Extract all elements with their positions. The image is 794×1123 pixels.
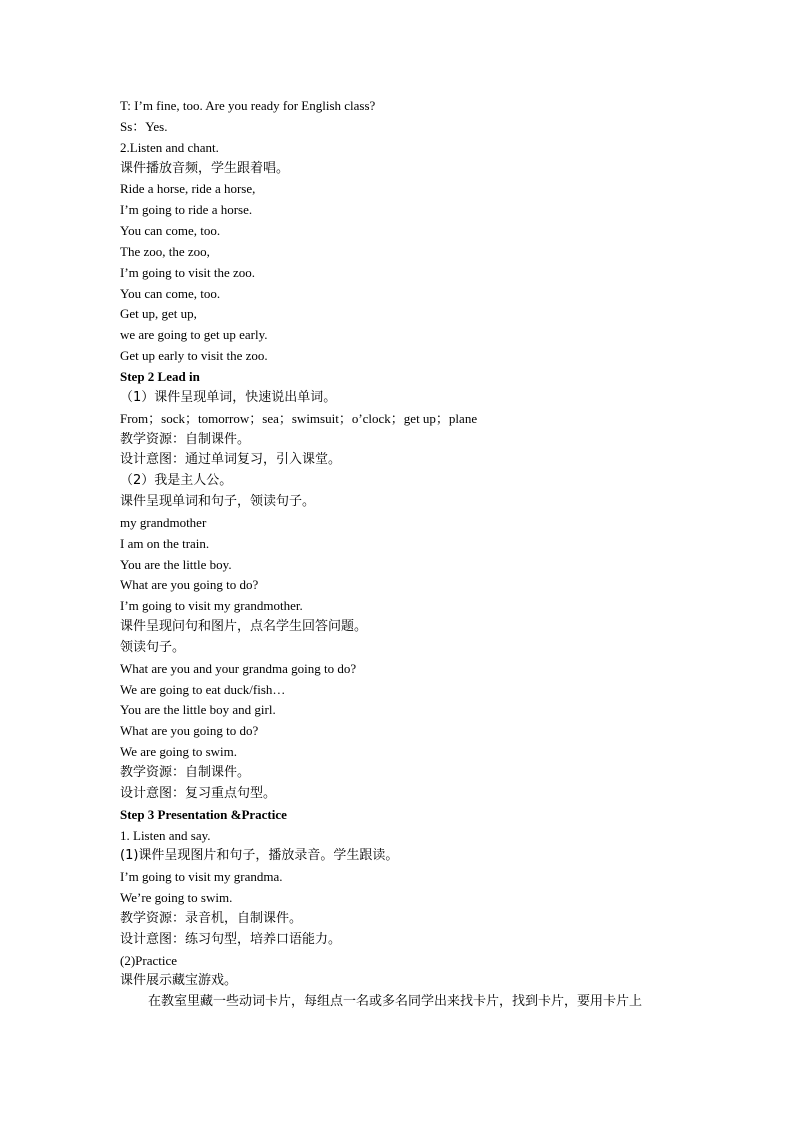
text-line: We are going to swim. — [120, 744, 238, 760]
text-line: What are you and your grandma going to do? — [120, 660, 357, 676]
document-page — [120, 96, 680, 1013]
text-line: 课件呈现问句和图片，点名学生回答问题。 — [120, 619, 368, 635]
text-line: Get up early to visit the zoo. — [120, 348, 268, 364]
text-line: we are going to get up early. — [120, 327, 268, 343]
text-line: You can come, too. — [120, 223, 221, 239]
text-line: I’m going to visit my grandmother. — [120, 598, 303, 614]
text-line: my grandmother — [120, 514, 207, 530]
text-line: What are you going to do? — [120, 723, 259, 739]
text-line: Ss：Yes. — [120, 118, 168, 134]
text-line: 教学资源：录音机，自制课件。 — [120, 910, 303, 926]
text-line: （1）课件呈现单词，快速说出单词。 — [120, 389, 337, 405]
text-line: 课件呈现单词和句子，领读句子。 — [120, 494, 316, 510]
text-line: Ride a horse, ride a horse, — [120, 181, 256, 197]
text-line: 在教室里藏一些动词卡片，每组点一名或多名同学出来找卡片，找到卡片，要用卡片上 — [148, 994, 643, 1010]
text-line: Get up, get up, — [120, 306, 197, 322]
text-line: I’m going to visit my grandma. — [120, 869, 283, 885]
text-line: 课件播放音频，学生跟着唱。 — [120, 160, 290, 176]
text-line: 教学资源：自制课件。 — [120, 431, 251, 447]
text-line: I’m going to visit the zoo. — [120, 264, 256, 280]
text-line: 设计意图：练习句型，培养口语能力。 — [120, 931, 342, 947]
text-line: You can come, too. — [120, 285, 221, 301]
text-line: 设计意图：复习重点句型。 — [120, 785, 277, 801]
text-line: You are the little boy and girl. — [120, 702, 276, 718]
text-line: 教学资源：自制课件。 — [120, 765, 251, 780]
text-line: From；sock；tomorrow；sea；swimsuit；o’clock；get up；plane — [120, 410, 478, 426]
text-line: T: I’m fine, too. Are you ready for English class? — [120, 98, 376, 113]
text-line: You are the little boy. — [120, 556, 232, 572]
text-line: 课件展示藏宝游戏。 — [120, 973, 238, 989]
text-line: （2）我是主人公。 — [120, 473, 233, 489]
text-line: I am on the train. — [120, 535, 210, 551]
text-line: 领读句子。 — [120, 639, 186, 655]
section-heading: Step 3 Presentation &Practice — [120, 806, 287, 822]
text-line: 设计意图：通过单词复习，引入课堂。 — [120, 452, 342, 468]
text-line: (2)Practice — [120, 952, 178, 968]
text-line: 1. Listen and say. — [120, 827, 211, 843]
text-line: I’m going to ride a horse. — [120, 202, 253, 218]
text-line: (1)课件呈现图片和句子，播放录音。学生跟读。 — [120, 848, 399, 864]
text-line: We’re going to swim. — [120, 890, 233, 906]
text-line: 2.Listen and chant. — [120, 139, 219, 155]
text-line: The zoo, the zoo, — [120, 243, 210, 259]
section-heading: Step 2 Lead in — [120, 368, 200, 384]
text-line: What are you going to do? — [120, 577, 259, 593]
text-line: We are going to eat duck/fish… — [120, 681, 286, 697]
